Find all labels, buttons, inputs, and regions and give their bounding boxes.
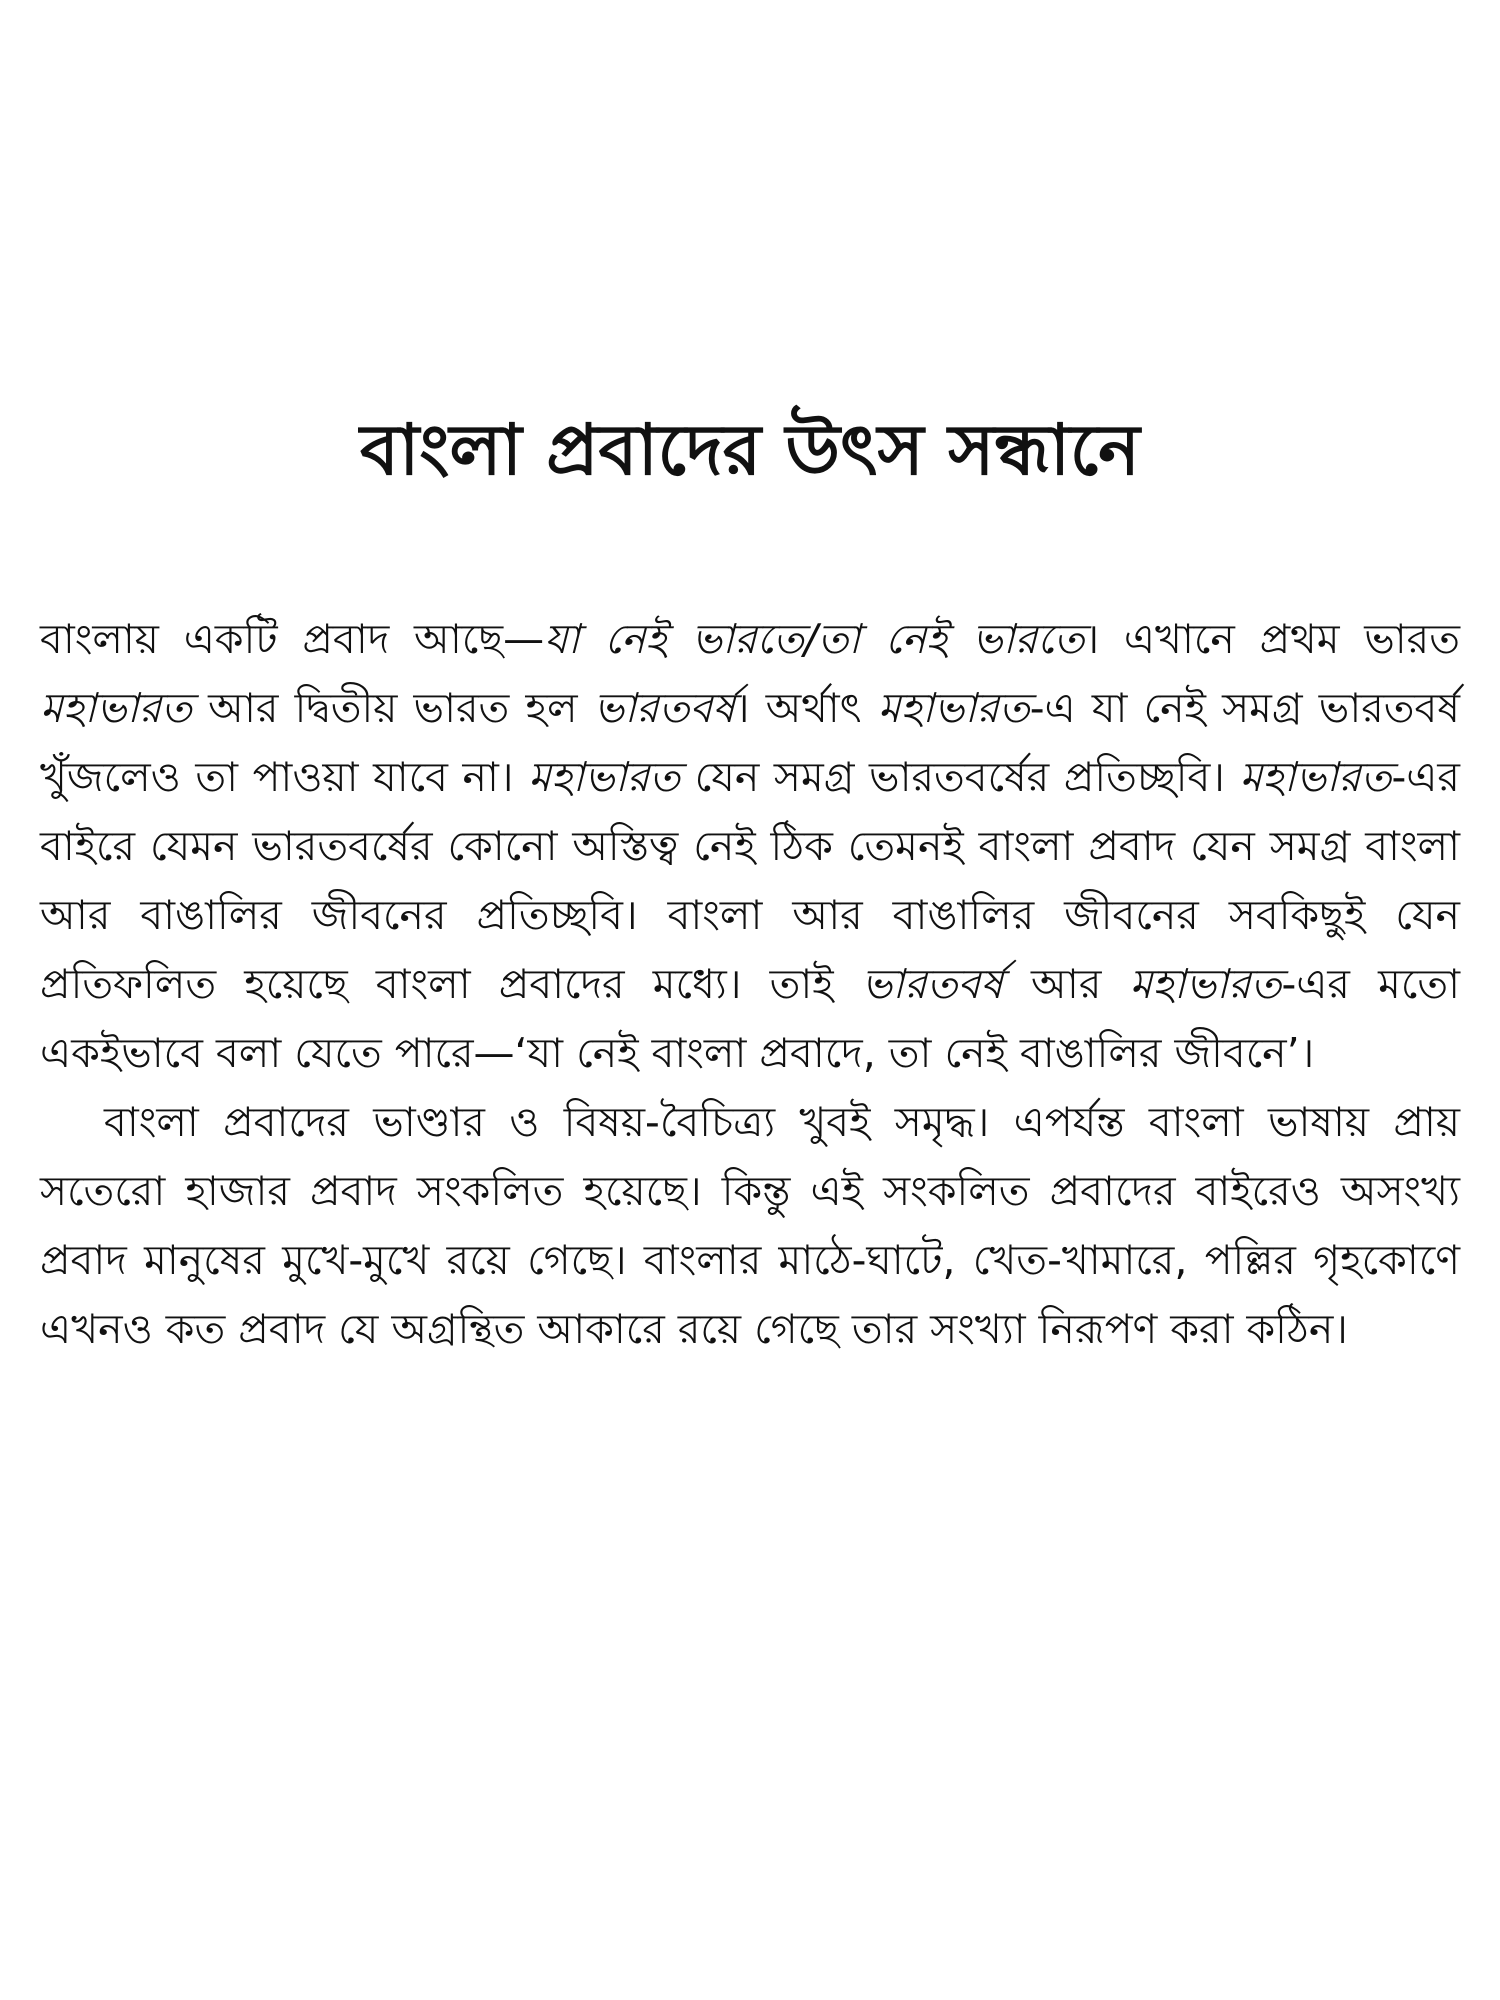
paragraph-1 [40, 605, 1460, 1088]
italic-run: যা নেই ভারতে/তা নেই ভারতে [544, 615, 1085, 663]
italic-run: মহাভারত [528, 753, 681, 801]
page-title: বাংলা প্রবাদের উৎস সন্ধানে [360, 409, 1140, 491]
text-run: যেন সমগ্র ভারতবর্ষের প্রতিচ্ছবি। [680, 753, 1240, 801]
italic-run: ভারতবর্ষ [593, 684, 735, 732]
text-run: আর দ্বিতীয় ভারত হল [191, 684, 594, 732]
italic-run: মহাভারত [1239, 753, 1392, 801]
text-run: । এখানে প্রথম ভারত [1084, 615, 1460, 663]
text-run: -এর বাইরে যেমন ভারতবর্ষের কোনো অস্তিত্ব নেই ঠিক তেমনই বাংলা প্রবাদ যেন সমগ্র বাংলা আর বাঙালির জীবনের প্রতিচ্ছবি। বাংলা আর বাঙালির জীবনের সবকিছুই যেন প্রতিফলিত হয়েছে বাংলা প্রবাদের মধ্যে। তাই [40, 753, 1460, 1008]
italic-run: মহাভারত [40, 684, 192, 732]
italic-run: মহাভারত [1129, 960, 1282, 1008]
italic-run: মহাভারত [877, 684, 1030, 732]
text-run: -এর মতো একইভাবে বলা যেতে পারে—‘যা নেই বাংলা প্রবাদে, তা নেই বাঙালির জীবনে’। [40, 960, 1460, 1077]
text-run: -এ যা নেই সমগ্র ভারতবর্ষ খুঁজলেও তা পাওয়া যাবে না। [40, 684, 1460, 801]
text-run: বাংলায় একটি প্রবাদ আছে— [40, 615, 545, 663]
paragraph-2: বাংলা প্রবাদের ভাণ্ডার ও বিষয়-বৈচিত্র্য খুবই সমৃদ্ধ। এপর্যন্ত বাংলা ভাষায় প্রায় সতেরো হাজার প্রবাদ সংকলিত হয়েছে। কিন্তু এই সংকলিত প্রবাদের বাইরেও অসংখ্য প্রবাদ মানুষের মুখে-মুখে রয়ে গেছে। বাংলার মাঠে-ঘাটে, খেত-খামারে, পল্লির গৃহকোণে এখনও কত প্রবাদ যে অগ্রন্থিত আকারে রয়ে গেছে তার সংখ্যা নিরূপণ করা কঠিন। [40, 1098, 1460, 1353]
text-run: । অর্থাৎ [734, 684, 878, 732]
body-text [40, 605, 1460, 1364]
italic-run: ভারতবর্ষ [861, 960, 1003, 1008]
text-run: আর [1002, 960, 1130, 1008]
